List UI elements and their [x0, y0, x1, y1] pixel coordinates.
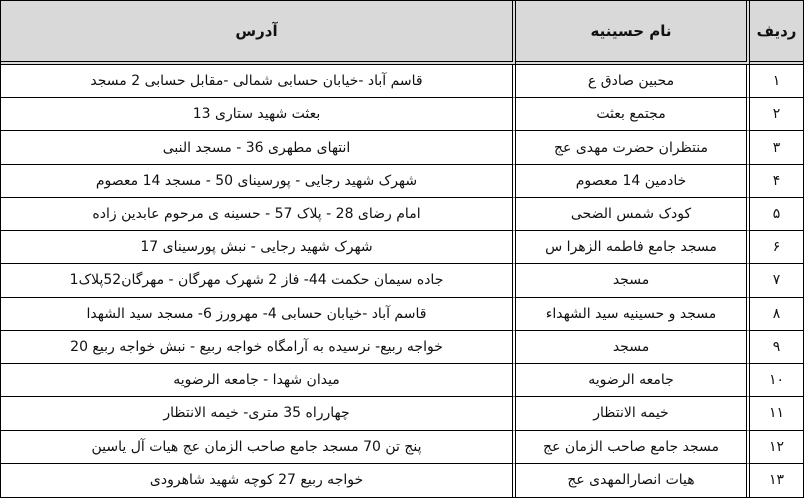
- name-cell: مسجد جامع فاطمه الزهرا س: [516, 231, 750, 264]
- name-cell: محبین صادق ع: [516, 65, 750, 98]
- address-cell: خواجه ربیع 27 کوچه شهید شاهرودی: [1, 464, 516, 497]
- address-cell: شهرک شهید رجایی - پورسینای 50 - مسجد 14 معصوم: [1, 165, 516, 198]
- row-number-cell: ۶: [750, 231, 803, 264]
- row-number-cell: ۵: [750, 198, 803, 231]
- address-cell: بعثت شهید ستاری 13: [1, 98, 516, 131]
- address-cell: شهرک شهید رجایی - نبش پورسینای 17: [1, 231, 516, 264]
- header-name: نام حسینیه: [516, 1, 750, 65]
- name-cell: کودک شمس الضحی: [516, 198, 750, 231]
- name-cell: هیات انصارالمهدی عج: [516, 464, 750, 497]
- row-number-cell: ۹: [750, 331, 803, 364]
- row-number-cell: ۱۳: [768, 472, 785, 489]
- row-number-cell: ۲: [750, 98, 803, 131]
- name-cell: مسجد و حسینیه سید الشهداء: [516, 298, 750, 331]
- address-cell: قاسم آباد -خیابان حسابی شمالی -مقابل حسابی 2 مسجد: [1, 65, 516, 98]
- header-number: ردیف: [750, 1, 803, 65]
- row-number-cell: ۱۲: [750, 431, 803, 464]
- name-cell: مسجد جامع صاحب الزمان عج: [516, 431, 750, 464]
- address-cell: خواجه ربیع- نرسیده به آرامگاه خواجه ربیع - نبش خواجه ربیع 20: [1, 331, 516, 364]
- row-number-cell: ۸: [750, 298, 803, 331]
- address-cell: پنج تن 70 مسجد جامع صاحب الزمان عج هیات آل یاسین: [1, 431, 516, 464]
- address-cell: چهارراه 35 متری- خیمه الانتظار: [1, 397, 516, 430]
- address-cell: جاده سیمان حکمت 44- فاز 2 شهرک مهرگان - مهرگان52پلاک1: [1, 264, 516, 297]
- row-number-cell: ۳: [750, 131, 803, 164]
- address-cell: میدان شهدا - جامعه الرضویه: [1, 364, 516, 397]
- row-number-cell: ۱: [750, 65, 803, 98]
- address-cell: قاسم آباد -خیابان حسابی 4- مهرورز 6- مسجد سید الشهدا: [1, 298, 516, 331]
- name-cell: خیمه الانتظار: [516, 397, 750, 430]
- row-number-cell: ۷: [750, 264, 803, 297]
- header-address: آدرس: [1, 1, 516, 65]
- address-cell: امام رضای 28 - پلاک 57 - حسینه ی مرحوم عابدین زاده: [1, 198, 516, 231]
- name-cell: مسجد: [516, 264, 750, 297]
- address-cell: انتهای مطهری 36 - مسجد النبی: [1, 131, 516, 164]
- row-number-cell: ۱۱: [750, 397, 803, 430]
- row-number-cell: ۴: [750, 165, 803, 198]
- name-cell: خادمین 14 معصوم: [516, 165, 750, 198]
- name-cell: مجتمع بعثت: [516, 98, 750, 131]
- name-cell: مسجد: [516, 331, 750, 364]
- row-number-cell: ۱۰: [750, 364, 803, 397]
- name-cell: منتظران حضرت مهدی عج: [516, 131, 750, 164]
- name-cell: جامعه الرضویه: [516, 364, 750, 397]
